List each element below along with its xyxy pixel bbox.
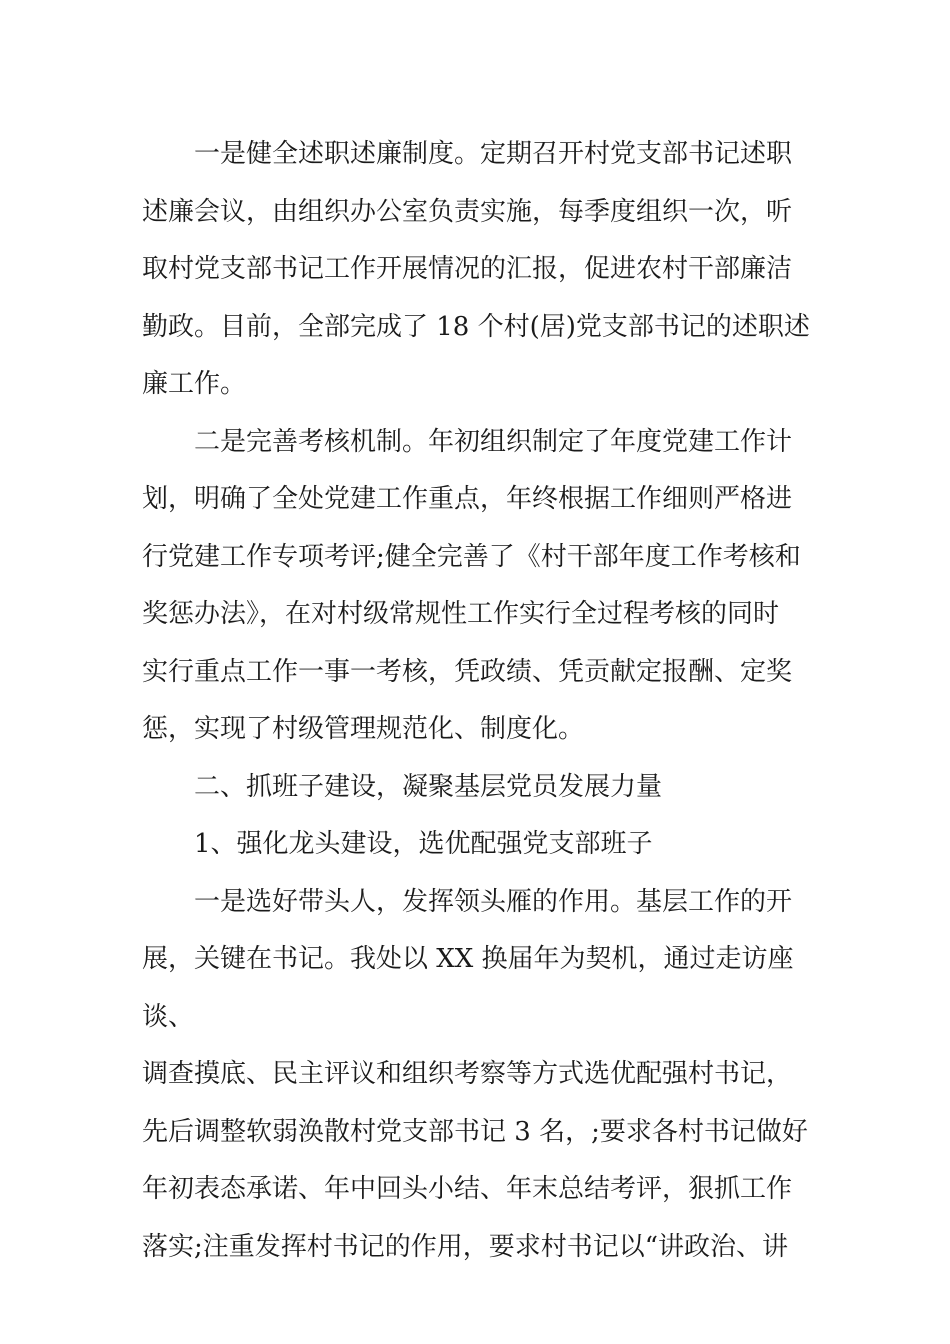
paragraph-select-leaders: 一是选好带头人，发挥领头雁的作用。基层工作的开 展，关键在书记。我处以 XX 换届年为契机，通过走访座谈、 调查摸底、民主评议和组织考察等方式选优配强村书记， 先后调整软弱涣散村党支部书记 3 名，;要求各村书记做好 年初表态承诺、年中回头小结、年末总结考评，狠抓工作 落实;注重发挥村书记的作用，要求村书记以“讲政治、讲 — [142, 886, 808, 1262]
paragraph-accountability-system: 一是健全述职述廉制度。定期召开村党支部书记述职 述廉会议，由组织办公室负责实施，每季度组织一次，听 取村党支部书记工作开展情况的汇报，促进农村干部廉洁 勤政。目前，全部完成了 18 个村(居)党支部书记的述职述 廉工作。 — [142, 139, 810, 399]
paragraph-assessment-mechanism: 二是完善考核机制。年初组织制定了年度党建工作计 划，明确了全处党建工作重点，年终根据工作细则严格进 行党建工作专项考评;健全完善了《村干部年度工作考核和 奖惩办法》，在对村级常规性工作实行全过程考核的同时 实行重点工作一事一考核，凭政绩、凭贡献定报酬、定奖 惩，实现了村级管理规范化、制度化。 — [142, 426, 801, 744]
document-body — [142, 126, 822, 1276]
section-heading-team-building: 二、抓班子建设，凝聚基层党员发展力量 — [142, 771, 663, 802]
subsection-heading-leadership: 1、强化龙头建设，选优配强党支部班子 — [142, 829, 653, 859]
